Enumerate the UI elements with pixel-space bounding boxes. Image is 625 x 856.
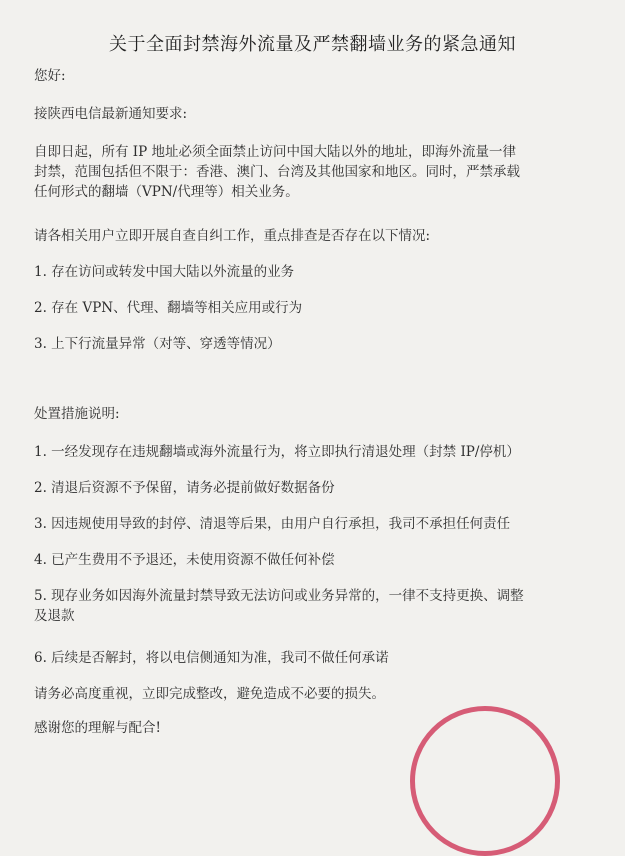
- check-item: 1. 存在访问或转发中国大陆以外流量的业务: [34, 264, 295, 280]
- red-stamp: [410, 706, 560, 856]
- check-intro: 请各相关用户立即开展自查自纠工作，重点排查是否存在以下情况:: [34, 228, 431, 244]
- measure-item: 1. 一经发现存在违规翻墙或海外流量行为，将立即执行清退处理（封禁 IP/停机）: [34, 444, 520, 460]
- closing-line: 请务必高度重视，立即完成整改，避免造成不必要的损失。: [34, 686, 385, 702]
- measure-item: [34, 586, 594, 626]
- measure-item: 2. 清退后资源不予保留，请务必提前做好数据备份: [34, 480, 335, 496]
- measure-item: 4. 已产生费用不予退还，未使用资源不做任何补偿: [34, 552, 335, 568]
- measures-heading: 处置措施说明:: [34, 406, 120, 422]
- main-paragraph: [34, 142, 594, 202]
- notice-title: 关于全面封禁海外流量及严禁翻墙业务的紧急通知: [109, 34, 516, 55]
- measure-item-line: 及退款: [34, 608, 75, 624]
- check-item: 2. 存在 VPN、代理、翻墙等相关应用或行为: [34, 300, 303, 316]
- check-item: 3. 上下行流量异常（对等、穿透等情况）: [34, 336, 281, 352]
- intro-line: 接陕西电信最新通知要求:: [34, 106, 188, 122]
- measure-item-line: 5. 现存业务如因海外流量封禁导致无法访问或业务异常的，一律不支持更换、调整: [34, 588, 524, 604]
- main-paragraph-line: 自即日起，所有 IP 地址必须全面禁止访问中国大陆以外的地址，即海外流量一律: [34, 144, 516, 160]
- greeting: 您好:: [34, 68, 66, 84]
- main-paragraph-line: 封禁，范围包括但不限于：香港、澳门、台湾及其他国家和地区。同时，严禁承载: [34, 164, 520, 180]
- measure-item: 3. 因违规使用导致的封停、清退等后果，由用户自行承担，我司不承担任何责任: [34, 516, 511, 532]
- main-paragraph-line: 任何形式的翻墙（VPN/代理等）相关业务。: [34, 184, 299, 200]
- measure-item: 6. 后续是否解封，将以电信侧通知为准，我司不做任何承诺: [34, 650, 389, 666]
- thanks-line: 感谢您的理解与配合!: [34, 720, 161, 736]
